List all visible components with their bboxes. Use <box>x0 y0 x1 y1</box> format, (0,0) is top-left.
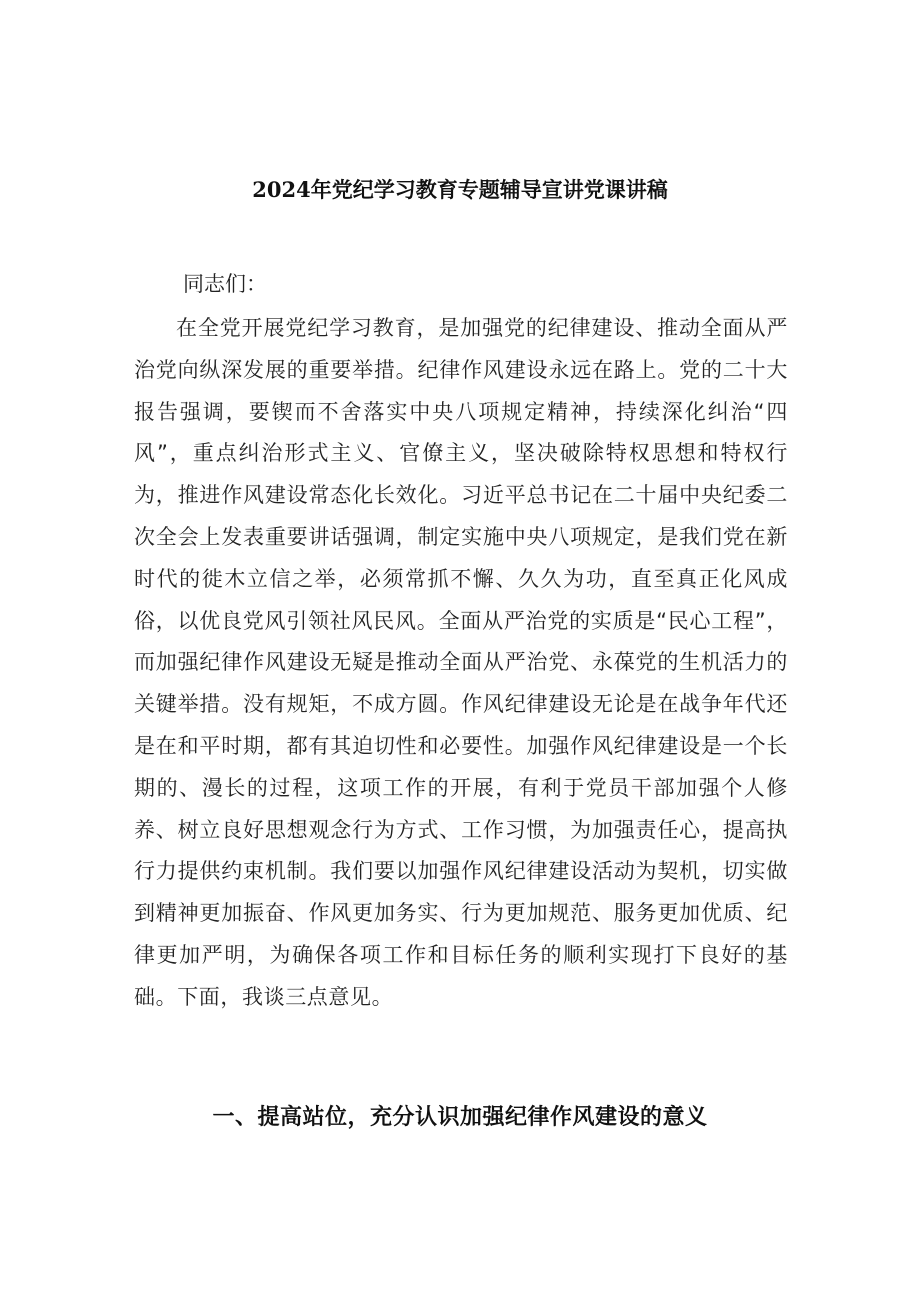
body-paragraph: 在全党开展党纪学习教育，是加强党的纪律建设、推动全面从严治党向纵深发展的重要举措。纪律作风建设永远在路上。党的二十大报告强调，要锲而不舍落实中央八项规定精神，持续深化纠治“四风”，重点纠治形式主义、官僚主义，坚决破除特权思想和特权行为，推进作风建设常态化长效化。习近平总书记在二十届中央纪委二次全会上发表重要讲话强调，制定实施中央八项规定，是我们党在新时代的徙木立信之举，必须常抓不懈、久久为功，直至真正化风成俗，以优良党风引领社风民风。全面从严治党的实质是“民心工程”，而加强纪律作风建设无疑是推动全面从严治党、永葆党的生机活力的关键举措。没有规矩，不成方圆。作风纪律建设无论是在战争年代还是在和平时期，都有其迫切性和必要性。加强作风纪律建设是一个长期的、漫长的过程，这项工作的开展，有利于党员干部加强个人修养、树立良好思想观念行为方式、工作习惯，为加强责任心，提高执行力提供约束机制。我们要以加强作风纪律建设活动为契机，切实做到精神更加振奋、作风更加务实、行为更加规范、服务更加优质、纪律更加严明，为确保各项工作和目标任务的顺利实现打下良好的基础。下面，我谈三点意见。 <box>134 316 788 1009</box>
section-heading: 一、提高站位，充分认识加强纪律作风建设的意义 <box>212 1105 708 1130</box>
salutation: 同志们： <box>183 272 267 296</box>
document-title: 2024年党纪学习教育专题辅导宣讲党课讲稿 <box>252 177 668 202</box>
